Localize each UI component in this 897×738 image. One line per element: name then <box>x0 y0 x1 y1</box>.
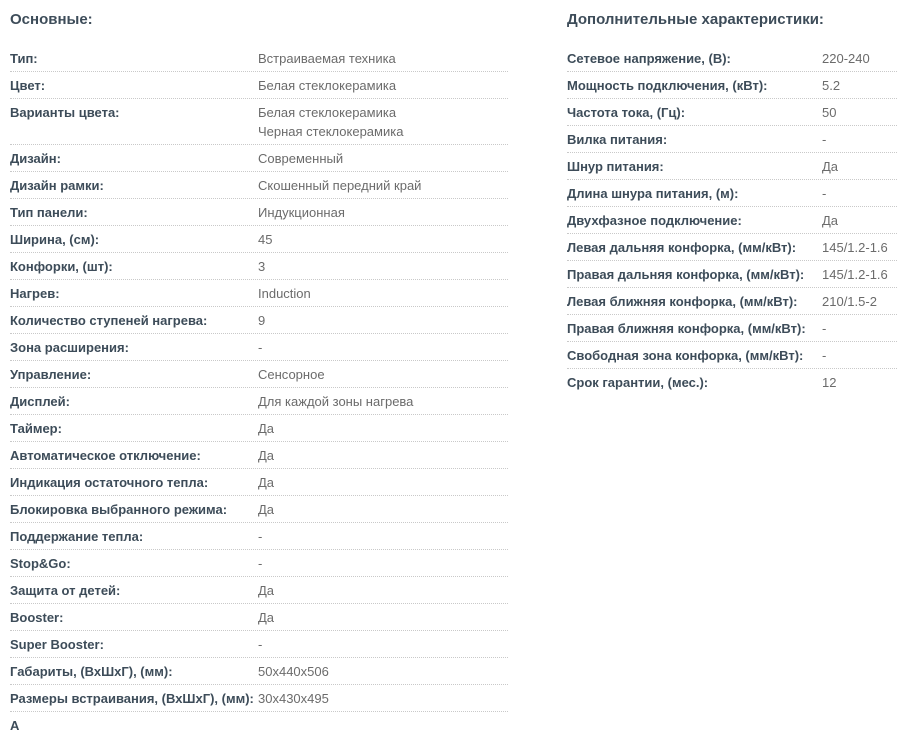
spec-value <box>258 583 274 599</box>
spec-label: Правая ближняя конфорка, (мм/кВт): <box>567 321 806 336</box>
spec-value <box>258 340 262 356</box>
spec-label: Дизайн: <box>10 151 61 166</box>
spec-row <box>10 145 508 172</box>
section-main-specs <box>10 12 508 738</box>
spec-label: Левая дальняя конфорка, (мм/кВт): <box>567 240 797 255</box>
spec-row <box>10 550 508 577</box>
spec-row <box>10 253 508 280</box>
spec-label: Зона расширения: <box>10 340 129 355</box>
spec-value <box>822 348 826 364</box>
spec-value-line: 3 <box>258 259 266 274</box>
spec-label: Тип панели: <box>10 205 88 220</box>
spec-value <box>258 448 274 464</box>
section-title-additional: Дополнительные характеристики: <box>567 11 824 28</box>
spec-value <box>258 556 262 572</box>
spec-label-partial: А <box>10 718 20 733</box>
spec-value-line: Induction <box>258 286 311 301</box>
spec-row <box>10 307 508 334</box>
spec-label: Stop&Go: <box>10 556 71 571</box>
spec-row <box>567 234 897 261</box>
spec-label: Тип: <box>10 51 38 66</box>
spec-value-line: 50x440x506 <box>258 664 329 679</box>
spec-label: Двухфазное подключение: <box>567 213 742 228</box>
spec-row <box>567 153 897 180</box>
spec-row <box>10 99 508 145</box>
spec-value <box>822 375 836 391</box>
spec-row <box>567 288 897 315</box>
spec-value-line: Да <box>258 448 275 463</box>
spec-row <box>10 604 508 631</box>
spec-row <box>10 415 508 442</box>
spec-label: Правая дальняя конфорка, (мм/кВт): <box>567 267 805 282</box>
spec-value-line: Да <box>258 421 275 436</box>
spec-row <box>10 523 508 550</box>
spec-value <box>822 294 877 310</box>
spec-label: Габариты, (ВхШхГ), (мм): <box>10 664 173 679</box>
spec-value-line: Да <box>822 159 839 174</box>
spec-label: Дисплей: <box>10 394 70 409</box>
spec-value <box>258 205 345 221</box>
spec-label: Поддержание тепла: <box>10 529 144 544</box>
spec-value <box>258 637 262 653</box>
spec-value <box>258 151 343 167</box>
spec-row <box>10 172 508 199</box>
spec-value <box>258 259 265 275</box>
spec-row <box>10 658 508 685</box>
spec-value <box>822 105 836 121</box>
spec-label: Таймер: <box>10 421 62 436</box>
spec-value-line: - <box>258 340 263 355</box>
spec-row <box>567 126 897 153</box>
spec-value-line: Для каждой зоны нагрева <box>258 394 414 409</box>
spec-value-line: - <box>822 321 827 336</box>
spec-row <box>10 577 508 604</box>
spec-rows-additional <box>567 45 897 395</box>
spec-row <box>567 261 897 288</box>
spec-value-line: - <box>258 556 263 571</box>
section-title-main: Основные: <box>10 11 93 28</box>
spec-value-line: Индукционная <box>258 205 345 220</box>
spec-value-line: 9 <box>258 313 266 328</box>
spec-value <box>258 313 265 329</box>
spec-value-line: 30x430x495 <box>258 691 329 706</box>
spec-value-line: Скошенный передний край <box>258 178 422 193</box>
spec-row <box>10 72 508 99</box>
spec-label: Цвет: <box>10 78 46 93</box>
spec-value-line: - <box>258 529 263 544</box>
spec-value-line: 5.2 <box>822 78 841 93</box>
spec-rows-main <box>10 45 508 712</box>
spec-value-line: Да <box>258 610 275 625</box>
spec-label: Конфорки, (шт): <box>10 259 113 274</box>
spec-label: Блокировка выбранного режима: <box>10 502 228 517</box>
spec-value <box>258 367 325 383</box>
spec-label: Количество ступеней нагрева: <box>10 313 208 328</box>
spec-row <box>567 342 897 369</box>
spec-value <box>258 502 274 518</box>
spec-label: Длина шнура питания, (м): <box>567 186 739 201</box>
spec-label: Управление: <box>10 367 92 382</box>
spec-value <box>258 394 413 410</box>
spec-label: Варианты цвета: <box>10 105 120 120</box>
spec-value <box>822 132 826 148</box>
spec-label: Мощность подключения, (кВт): <box>567 78 768 93</box>
spec-row <box>567 315 897 342</box>
spec-row <box>567 72 897 99</box>
spec-row <box>567 99 897 126</box>
spec-row-partial <box>10 712 508 738</box>
spec-label: Левая ближняя конфорка, (мм/кВт): <box>567 294 798 309</box>
spec-value <box>258 232 272 248</box>
spec-value <box>822 267 888 283</box>
section-additional-specs <box>567 12 897 395</box>
spec-row <box>10 199 508 226</box>
spec-row <box>567 369 897 395</box>
spec-row <box>567 180 897 207</box>
spec-row <box>10 442 508 469</box>
spec-value-line: Да <box>258 475 275 490</box>
spec-label: Частота тока, (Гц): <box>567 105 686 120</box>
spec-value-line: Белая стеклокерамика <box>258 78 397 93</box>
spec-row <box>10 388 508 415</box>
spec-value-line: Черная стеклокерамика <box>258 124 404 139</box>
spec-row <box>567 45 897 72</box>
spec-row <box>10 334 508 361</box>
spec-value <box>258 421 274 437</box>
spec-value-line: Современный <box>258 151 344 166</box>
spec-label: Свободная зона конфорка, (мм/кВт): <box>567 348 804 363</box>
spec-value <box>258 286 311 302</box>
spec-label: Ширина, (см): <box>10 232 100 247</box>
spec-value <box>258 610 274 626</box>
spec-value <box>258 691 329 707</box>
spec-label: Защита от детей: <box>10 583 121 598</box>
spec-label: Booster: <box>10 610 64 625</box>
spec-value <box>258 78 396 94</box>
spec-value <box>258 51 396 67</box>
spec-row <box>10 685 508 712</box>
spec-value-line: Да <box>258 583 275 598</box>
spec-label: Размеры встраивания, (ВхШхГ), (мм): <box>10 691 254 706</box>
spec-label: Нагрев: <box>10 286 60 301</box>
spec-label: Вилка питания: <box>567 132 668 147</box>
spec-value-line: Да <box>258 502 275 517</box>
spec-value <box>822 51 870 67</box>
spec-value <box>258 529 262 545</box>
spec-value <box>822 213 838 229</box>
spec-row <box>567 207 897 234</box>
spec-row <box>10 469 508 496</box>
spec-row <box>10 361 508 388</box>
spec-value-line: 145/1.2-1.6 <box>822 240 888 255</box>
spec-value-line: 50 <box>822 105 837 120</box>
spec-row <box>10 496 508 523</box>
spec-label: Сетевое напряжение, (В): <box>567 51 731 66</box>
spec-value <box>258 105 403 140</box>
spec-label: Шнур питания: <box>567 159 664 174</box>
spec-value <box>822 78 840 94</box>
spec-value <box>822 186 826 202</box>
spec-value-line: - <box>822 348 827 363</box>
spec-row <box>10 45 508 72</box>
spec-value <box>822 321 826 337</box>
spec-label: Срок гарантии, (мес.): <box>567 375 709 390</box>
spec-value-line: 45 <box>258 232 273 247</box>
spec-value-line: - <box>258 637 263 652</box>
spec-value-line: 210/1.5-2 <box>822 294 877 309</box>
spec-row <box>10 631 508 658</box>
spec-label: Автоматическое отключение: <box>10 448 201 463</box>
spec-value <box>258 475 274 491</box>
spec-value-line: Да <box>822 213 839 228</box>
spec-value-line: 12 <box>822 375 837 390</box>
spec-label: Super Booster: <box>10 637 104 652</box>
spec-value-line: Встраиваемая техника <box>258 51 396 66</box>
spec-value <box>822 240 888 256</box>
spec-value <box>258 178 421 194</box>
spec-value <box>822 159 838 175</box>
spec-row <box>10 226 508 253</box>
spec-value-line: 145/1.2-1.6 <box>822 267 888 282</box>
spec-value-line: - <box>822 132 827 147</box>
spec-value-line: Сенсорное <box>258 367 325 382</box>
spec-value-line: - <box>822 186 827 201</box>
spec-value <box>258 664 329 680</box>
spec-label: Индикация остаточного тепла: <box>10 475 209 490</box>
spec-row <box>10 280 508 307</box>
spec-value-line: Белая стеклокерамика <box>258 105 397 120</box>
spec-label: Дизайн рамки: <box>10 178 104 193</box>
spec-value-line: 220-240 <box>822 51 870 66</box>
